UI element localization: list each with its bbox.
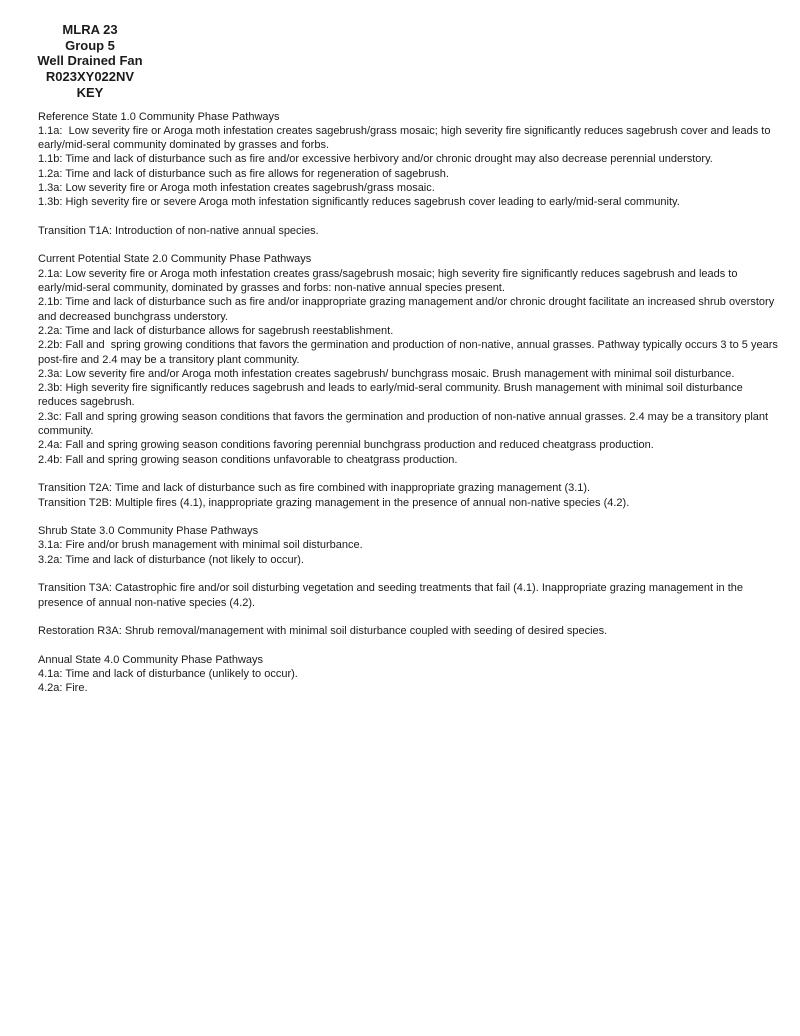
pathway-item: 2.1b: Time and lack of disturbance such as fire and/or inappropriate grazing management and/or chronic drought facilitate an increased shrub overstory and decreased bunchgrass understory.: [38, 296, 778, 323]
pathway-item: 2.2a: Time and lack of disturbance allows for sagebrush reestablishment.: [38, 324, 394, 337]
transition-item: Transition T2A: Time and lack of disturbance such as fire combined with inappropriate grazing management (3.1).: [38, 482, 591, 495]
section-heading: Reference State 1.0 Community Phase Pathways: [38, 110, 280, 123]
pathway-item: 4.2a: Fire.: [38, 682, 88, 695]
pathway-item: 4.1a: Time and lack of disturbance (unlikely to occur).: [38, 668, 298, 681]
pathway-item: 3.1a: Fire and/or brush management with minimal soil disturbance.: [38, 539, 363, 552]
section-transitions-t2: [38, 481, 782, 510]
header-site-id: R023XY022NV: [45, 69, 135, 85]
transition-item: Transition T2B: Multiple fires (4.1), inappropriate grazing management in the presence of annual non-native species (4.2).: [38, 496, 630, 509]
header-mlra: MLRA 23: [62, 22, 118, 37]
section-reference-state: [38, 110, 782, 210]
section-heading: Annual State 4.0 Community Phase Pathways: [38, 653, 264, 666]
pathway-item: 1.3a: Low severity fire or Aroga moth infestation creates sagebrush/grass mosaic.: [38, 182, 435, 194]
restoration-item: Restoration R3A: Shrub removal/management with minimal soil disturbance coupled with seeding of desired species.: [38, 625, 608, 638]
pathway-item: 1.1b: Time and lack of disturbance such as fire and/or excessive herbivory and/or chronic drought may also decrease perennial understory.: [38, 153, 713, 166]
section-heading: Shrub State 3.0 Community Phase Pathways: [38, 525, 259, 538]
transition-item: Transition T3A: Catastrophic fire and/or soil disturbing vegetation and seeding treatments that fail (4.1). Inappropriate grazing management in the presence of annual non-native species (4.2).: [38, 582, 747, 609]
pathway-item: 3.2a: Time and lack of disturbance (not likely to occur).: [38, 553, 304, 566]
document-body: [38, 110, 782, 696]
document-header: [0, 0, 180, 101]
pathway-item: 2.2b: Fall and spring growing conditions that favors the germination and production of non-native, annual grasses. Pathway typically occurs 3 to 5 years post-fire and 2.4 may be a transitory plant community.: [38, 339, 781, 366]
section-current-potential-state: [38, 252, 782, 466]
pathway-item: 2.4b: Fall and spring growing season conditions unfavorable to cheatgrass production.: [38, 453, 458, 466]
pathway-item: 2.4a: Fall and spring growing season conditions favoring perennial bunchgrass production and reduced cheatgrass production.: [38, 439, 654, 452]
pathway-item: 2.3b: High severity fire significantly reduces sagebrush and leads to early/mid-seral community. Brush management with minimal soil disturbance reduces sagebrush.: [38, 382, 746, 409]
section-heading: Current Potential State 2.0 Community Phase Pathways: [38, 253, 312, 266]
header-key-label: KEY: [76, 84, 104, 100]
section-transition-t1a: [38, 224, 782, 238]
pathway-item: 1.3b: High severity fire or severe Aroga moth infestation significantly reduces sagebrush cover leading to early/mid-seral community.: [38, 196, 680, 209]
section-annual-state: [38, 653, 782, 696]
section-shrub-state: [38, 524, 782, 567]
pathway-item: 1.1a: Low severity fire or Aroga moth infestation creates sagebrush/grass mosaic; high severity fire significantly reduces sagebrush cover and leads to early/mid-seral community dominated by grasses and forbs.: [38, 124, 774, 152]
section-restoration-r3a: [38, 624, 782, 638]
section-transition-t3a: [38, 581, 782, 610]
pathway-item: 1.2a: Time and lack of disturbance such as fire allows for regeneration of sagebrush.: [38, 167, 449, 180]
pathway-item: 2.3a: Low severity fire and/or Aroga moth infestation creates sagebrush/ bunchgrass mosaic. Brush management with minimal soil disturbance.: [38, 367, 735, 380]
header-site-name: Well Drained Fan: [37, 53, 143, 69]
pathway-item: 2.3c: Fall and spring growing season conditions that favors the germination and production of non-native annual grasses. 2.4 may be a transitory plant community.: [38, 410, 772, 438]
header-group: Group 5: [65, 37, 115, 53]
pathway-item: 2.1a: Low severity fire or Aroga moth infestation creates grass/sagebrush mosaic; high severity fire significantly reduces sagebrush and leads to early/mid-seral community, dominated by grasses and forbs: non-native annual species present.: [38, 267, 741, 295]
transition-item: Transition T1A: Introduction of non-native annual species.: [38, 224, 319, 237]
